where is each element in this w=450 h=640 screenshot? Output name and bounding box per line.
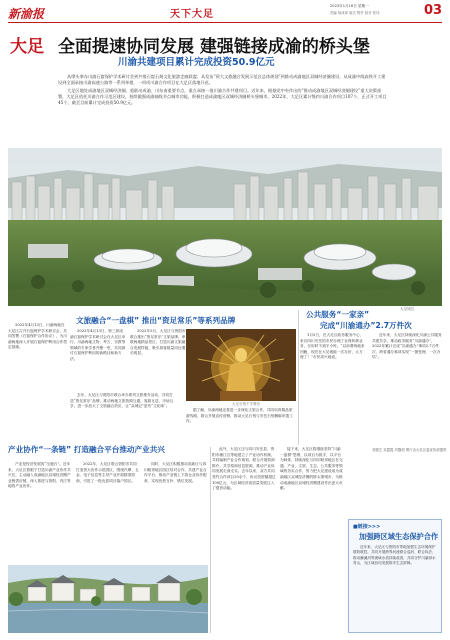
lead-paragraphs — [58, 74, 388, 142]
section2-column-1: 1月5日，在大足区政务服务中心，来自四川安岳的市民办理了社保转移业务，仅用时不到半小时。“以前要两地来回跑，现在在大足就能一次办好，太方便了！”市民高兴地说。 — [300, 333, 365, 360]
riverside-town-illustration — [8, 565, 208, 633]
subheadline: 川渝共建项目累计完成投资50.9亿元 — [118, 57, 275, 68]
lead-paragraph: 大足区地处成渝地区双城经济圈、重联动成渝、川东南重要节点，重点承接一批川渝合作共建项目。近年来，根据党中央作出的“推动成渝地区双城经济圈建设”重大决策部署，大足区依托川渝合作示范区建设，持续做强成渝轴线节点城市功能，积极打造成渝地区双城经济圈桥头堡城市。2022年，大足区累计签约川渝合作项目107个，正式开工项目45个，截至目前累计完成投资50.9亿元。 — [58, 87, 387, 106]
column-divider — [210, 447, 211, 633]
section-title: 天下大足 — [170, 9, 214, 20]
issue-date: 2023年1月16日 星期一 — [330, 4, 369, 8]
headline-kicker: 大足 — [10, 37, 44, 57]
link-box-title: 加强跨区域生态保护合作 — [359, 532, 439, 541]
section-heading-culture-tourism: 文旅融合“一盘棋” 推出“资足常乐”等系列品牌 — [76, 316, 236, 325]
hero-photo-city-skyline — [8, 148, 442, 306]
section-heading-industry: 产业协作“一条链” 打造融合平台推动产业共兴 — [8, 445, 165, 454]
newspaper-logo: 新渝报 — [8, 7, 45, 21]
section1-column-3: 去年，大足区与资阳市联合举办系列文旅推介活动，共同打造“资足常乐”品牌，推动两地文旅资源互通、客源互送、市场互享，进一步放大了文旅融合效应，让“双城记”更有“文化味”。 — [70, 393, 174, 409]
golden-statue-illustration — [186, 329, 296, 401]
section-heading-public-services: 公共服务“一家亲” — [306, 310, 370, 319]
hero-caption: 大足城区 — [400, 307, 415, 311]
masthead — [0, 0, 450, 24]
page-number: 03 — [424, 3, 443, 18]
related-link-box — [348, 519, 442, 633]
link-tag: ■链接>>> — [353, 524, 381, 530]
section-heading-public-services-line2: 完成“川渝通办”2.7万件次 — [320, 321, 412, 330]
left-column-text: 2022年4月13日，川渝两地在大足区召开石窟保护学术研讨会，共同签署《石窟保护合作协议》，为川渝两地深入开展石窟保护利用合作奠定基础。 — [8, 323, 67, 350]
lead-paragraph: 从摩头拳办川渝石窟保护学术研讨会到共推石窟石刻文化旅游走廊联盟；从发布“资大文旅融合发展示范区总体规划”到推动成渝地区双城经济圈建设，从成渝中线高铁开工建设到全面承接川渝高速公路等一系列举措，一项项川渝合作项目在大足区落地开花。 — [58, 74, 386, 86]
statue-caption: 大足石刻千手观音 — [232, 402, 260, 406]
section1-column-1: 2022年4月13日，第三届成渝石窟保护学术研讨会在大足区举行，川渝两地文物、考古、宗教等领域的专家学者齐聚一堂，共同探讨石窟保护利用的新路径和新方法。 — [70, 329, 126, 361]
column-divider — [298, 310, 299, 445]
section3-column-2: 2022年，大足区联合资阳市共同打造资大协作示范园区，围绕汽摩、五金、电子信息等主导产业开展精准招商，引进了一批优质项目落户园区。 — [76, 462, 139, 483]
link-box-body: 近年来，大足区与资阳市等地加强生态环境保护联防联控，共同开展跨界河流联合巡河、联合执法，推动濑溪河等流域水质持续改善，共同守护川渝绿水青山，为区域协同发展筑牢生态屏障。 — [353, 545, 436, 566]
city-skyline-illustration — [8, 148, 442, 306]
section2-column-2: 近年来，大足区持续深化川渝公共服务共建共享，推动政务服务“川渝通办”，2022年累计完成“川渝通办”事项2.7万件次，跨省通办事项实现“一窗受理、一次办结”。 — [372, 333, 442, 360]
photo-riverside-town — [8, 565, 208, 633]
headline: 全面提速协同发展 建强链接成渝的桥头堡 — [58, 37, 370, 57]
section1-column-4: 据了解，川渝两地还将进一步深化文旅合作，共同培育精品旅游线路，联合开展宣传营销，推动大足石刻与安岳石刻捆绑申遗工作。 — [186, 408, 293, 424]
section3-column-3: 同时，大足区积极推动高新区与四川毗邻地区园区结对合作，共建产业合作平台，推动产业链上下游企业协作配套，实现优势互补、错位发展。 — [144, 462, 207, 483]
section3-column-1: 产业是经济发展的“压舱石”。近年来，大足区着眼于打造川渝产业协作共兴区，主动融入成渝地区双城经济圈产业链供应链，深入推进与资阳、内江等地的产业协作。 — [8, 462, 71, 489]
photo-thousand-hand-guanyin — [186, 329, 296, 401]
photo-credit: 刘瑞芝 吴霞霞 冯馨玥 图片由大足区委宣传部提供 — [372, 448, 447, 452]
section3-column-4: 此外，大足区还与四川安岳县、资阳市雁江区等地建立了产业协作机制，共同编制产业合作规划，联合开展招商推介，共享招商信息资源，推动产业协同发展走深走实。去年以来，双方共同签约合作项目20余个，协议投资额超过100亿元，为区域经济高质量发展注入了强劲动能。 — [212, 447, 276, 491]
section3-column-5: 接下来，大足区将继续坚持“川渝一盘棋”思维，以项目为抓手，以平台为载体，持续深化与四川毗邻地区在交通、产业、文旅、生态、公共服务等领域的务实合作，努力把大足建设成为成渝地区双城经济圈的桥头堡城市，为推动成渝地区双城经济圈建设作出更大贡献。 — [280, 447, 343, 491]
issue-editors: 责编 杨成章 版式 程竹 校对 张伟 — [330, 11, 380, 15]
top-rule — [8, 22, 442, 23]
section1-column-2: 2022年5月，大足区与资阳市联合推出“资足常乐”文旅品牌，串联两地精品景区，打造川渝文旅融合发展样板，吸引游客数量同比增长明显。 — [130, 329, 186, 356]
